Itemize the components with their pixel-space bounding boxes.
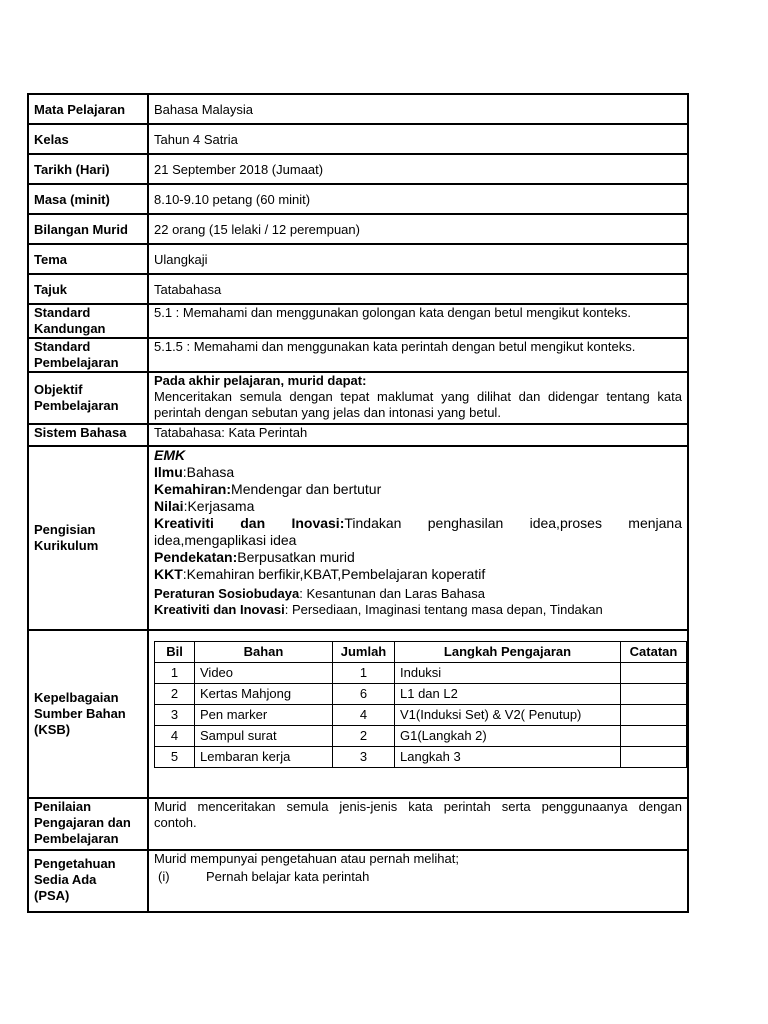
- ksb-bil: 5: [155, 747, 195, 768]
- emk-peraturan: Peraturan Sosiobudaya: Kesantunan dan Laras Bahasa: [154, 586, 485, 601]
- ksb-header-row: [155, 642, 687, 663]
- value-mata-pelajaran: Bahasa Malaysia: [148, 94, 688, 124]
- row-tajuk: [28, 274, 688, 304]
- ksb-langkah: Langkah 3: [395, 747, 621, 768]
- ksb-catatan: [621, 747, 687, 768]
- emk-kreativiti-cont: idea,mengaplikasi idea: [154, 532, 297, 548]
- table-row: [155, 705, 687, 726]
- row-bilangan-murid: [28, 214, 688, 244]
- ksb-catatan: [621, 705, 687, 726]
- ksb-langkah: G1(Langkah 2): [395, 726, 621, 747]
- table-row: [155, 747, 687, 768]
- emk-nilai: Nilai:Kerjasama: [154, 498, 255, 514]
- objektif-text-1: Menceritakan semula dengan tepat maklumat yang dilihat dan didengar tentang kata: [154, 389, 682, 404]
- psa-item-number: (i): [158, 869, 170, 884]
- row-kelas: [28, 124, 688, 154]
- psa-intro: Murid mempunyai pengetahuan atau pernah melihat;: [154, 851, 459, 866]
- value-tajuk: Tatabahasa: [148, 274, 688, 304]
- table-row: [155, 726, 687, 747]
- label-standard-kandungan: Standard Kandungan: [28, 304, 148, 338]
- row-psa: [28, 850, 688, 912]
- ksb-bahan: Lembaran kerja: [195, 747, 333, 768]
- ksb-header-bil: Bil: [155, 642, 195, 663]
- row-masa: [28, 184, 688, 214]
- ksb-header-bahan: Bahan: [195, 642, 333, 663]
- ksb-catatan: [621, 663, 687, 684]
- label-ksb: Kepelbagaian Sumber Bahan (KSB): [28, 630, 148, 798]
- row-sistem-bahasa: [28, 424, 688, 446]
- objektif-text-2: perintah dengan sebutan yang jelas dan intonasi yang betul.: [154, 405, 501, 420]
- ksb-bil: 4: [155, 726, 195, 747]
- value-bilangan-murid: 22 orang (15 lelaki / 12 perempuan): [148, 214, 688, 244]
- ksb-langkah: Induksi: [395, 663, 621, 684]
- label-standard-pembelajaran: Standard Pembelajaran: [28, 338, 148, 372]
- value-tema: Ulangkaji: [148, 244, 688, 274]
- label-tajuk: Tajuk: [28, 274, 148, 304]
- label-objektif: Objektif Pembelajaran: [28, 372, 148, 424]
- emk-ilmu: Ilmu:Bahasa: [154, 464, 235, 480]
- ksb-header-langkah: Langkah Pengajaran: [395, 642, 621, 663]
- label-sistem-bahasa: Sistem Bahasa: [28, 424, 148, 446]
- ksb-bil: 3: [155, 705, 195, 726]
- value-masa: 8.10-9.10 petang (60 minit): [148, 184, 688, 214]
- ksb-catatan: [621, 684, 687, 705]
- label-mata-pelajaran: Mata Pelajaran: [28, 94, 148, 124]
- ksb-jumlah: 2: [333, 726, 395, 747]
- ksb-langkah: V1(Induksi Set) & V2( Penutup): [395, 705, 621, 726]
- label-tema: Tema: [28, 244, 148, 274]
- ksb-jumlah: 4: [333, 705, 395, 726]
- emk-kemahiran: Kemahiran:Mendengar dan bertutur: [154, 481, 382, 497]
- table-row: [155, 663, 687, 684]
- ksb-table: [154, 641, 687, 768]
- emk-kreativiti-2: Kreativiti dan Inovasi: Persediaan, Imaginasi tentang masa depan, Tindakan: [154, 602, 603, 617]
- lesson-plan-table: [27, 93, 689, 913]
- label-bilangan-murid: Bilangan Murid: [28, 214, 148, 244]
- row-tarikh: [28, 154, 688, 184]
- emk-kreativiti: Kreativiti dan Inovasi:Tindakan penghasilan idea,proses menjana: [154, 515, 682, 531]
- row-tema: [28, 244, 688, 274]
- ksb-bahan: Kertas Mahjong: [195, 684, 333, 705]
- label-tarikh: Tarikh (Hari): [28, 154, 148, 184]
- ksb-catatan: [621, 726, 687, 747]
- ksb-header-jumlah: Jumlah: [333, 642, 395, 663]
- ksb-bahan: Sampul surat: [195, 726, 333, 747]
- value-ksb: [148, 630, 688, 798]
- row-standard-pembelajaran: [28, 338, 688, 372]
- ksb-bahan: Video: [195, 663, 333, 684]
- row-pengisian-kurikulum: [28, 446, 688, 630]
- psa-item-text: Pernah belajar kata perintah: [206, 869, 370, 884]
- label-penilaian: Penilaian Pengajaran dan Pembelajaran: [28, 798, 148, 850]
- row-penilaian: [28, 798, 688, 850]
- label-masa: Masa (minit): [28, 184, 148, 214]
- value-objektif: [148, 372, 688, 424]
- value-penilaian: [148, 798, 688, 850]
- list-item: [154, 869, 682, 885]
- label-kelas: Kelas: [28, 124, 148, 154]
- ksb-bil: 2: [155, 684, 195, 705]
- emk-pendekatan: Pendekatan:Berpusatkan murid: [154, 549, 355, 565]
- value-sistem-bahasa: Tatabahasa: Kata Perintah: [148, 424, 688, 446]
- ksb-jumlah: 6: [333, 684, 395, 705]
- emk-kkt: KKT:Kemahiran berfikir,KBAT,Pembelajaran koperatif: [154, 566, 486, 582]
- ksb-bil: 1: [155, 663, 195, 684]
- label-psa: Pengetahuan Sedia Ada (PSA): [28, 850, 148, 912]
- ksb-jumlah: 3: [333, 747, 395, 768]
- objektif-heading: Pada akhir pelajaran, murid dapat:: [154, 373, 367, 388]
- ksb-header-catatan: Catatan: [621, 642, 687, 663]
- value-pengisian-kurikulum: [148, 446, 688, 630]
- ksb-langkah: L1 dan L2: [395, 684, 621, 705]
- row-objektif: [28, 372, 688, 424]
- value-kelas: Tahun 4 Satria: [148, 124, 688, 154]
- penilaian-text-2: contoh.: [154, 815, 197, 830]
- ksb-bahan: Pen marker: [195, 705, 333, 726]
- value-psa: [148, 850, 688, 912]
- label-pengisian-kurikulum: Pengisian Kurikulum: [28, 446, 148, 630]
- value-standard-pembelajaran: 5.1.5 : Memahami dan menggunakan kata perintah dengan betul mengikut konteks.: [148, 338, 688, 372]
- ksb-jumlah: 1: [333, 663, 395, 684]
- value-tarikh: 21 September 2018 (Jumaat): [148, 154, 688, 184]
- row-standard-kandungan: [28, 304, 688, 338]
- row-mata-pelajaran: [28, 94, 688, 124]
- penilaian-text-1: Murid menceritakan semula jenis-jenis kata perintah serta penggunaanya dengan: [154, 799, 682, 814]
- row-ksb: [28, 630, 688, 798]
- lesson-plan-document: [27, 93, 689, 913]
- value-standard-kandungan: 5.1 : Memahami dan menggunakan golongan kata dengan betul mengikut konteks.: [148, 304, 688, 338]
- table-row: [155, 684, 687, 705]
- emk-heading: EMK: [154, 447, 186, 463]
